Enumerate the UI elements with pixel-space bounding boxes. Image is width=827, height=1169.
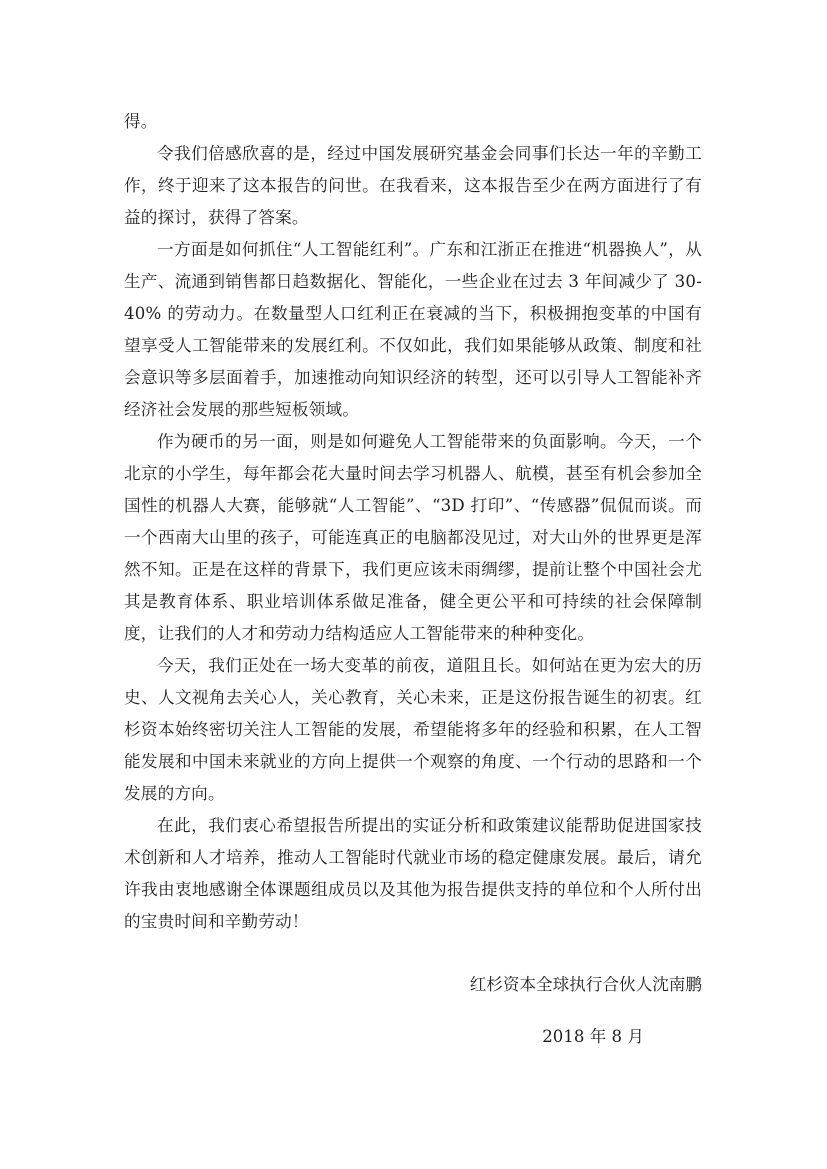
date-line: 2018 年 8 月	[542, 1027, 644, 1046]
signature-line: 红杉资本全球执行合伙人沈南鹏	[469, 975, 702, 994]
paragraph-negative-impact: 作为硬币的另一面，则是如何避免人工智能带来的负面影响。今天，一个北京的小学生，每年都会花大量时间去学习机器人、航模，甚至有机会参加全国性的机器人大赛，能够就“人工智能”、“3D 打印”、“传感器”侃侃而谈。而一个西南大山里的孩子，可能连真正的电脑都没见过，对大山外的世界更是浑然不知。正是在这样的背景下，我们更应该未雨绸缪，提前让整个中国社会尤其是教育体系、职业培训体系做足准备，健全更公平和可持续的社会保障制度，让我们的人才和劳动力结构适应人工智能带来的种种变化。	[124, 432, 702, 643]
body-text	[124, 106, 702, 938]
paragraph-acknowledgement: 在此，我们衷心希望报告所提出的实证分析和政策建议能帮助促进国家技术创新和人才培养，推动人工智能时代就业市场的稳定健康发展。最后，请允许我由衷地感谢全体课题组成员以及其他为报告提供支持的单位和个人所付出的宝贵时间和辛勤劳动！	[124, 816, 702, 931]
paragraph-report-intro: 令我们倍感欣喜的是，经过中国发展研究基金会同事们长达一年的辛勤工作，终于迎来了这本报告的问世。在我看来，这本报告至少在两方面进行了有益的探讨，获得了答案。	[124, 144, 702, 227]
paragraph-continuation: 得。	[124, 112, 158, 131]
paragraph-great-change: 今天，我们正处在一场大变革的前夜，道阻且长。如何站在更为宏大的历史、人文视角去关心人，关心教育，关心未来，正是这份报告诞生的初衷。红杉资本始终密切关注人工智能的发展，希望能将多年的经验和积累，在人工智能发展和中国未来就业的方向上提供一个观察的角度、一个行动的思路和一个发展的方向。	[124, 656, 702, 803]
paragraph-ai-dividend: 一方面是如何抓住“人工智能红利”。广东和江浙正在推进“机器换人”，从生产、流通到销售都日趋数据化、智能化，一些企业在过去 3 年间减少了 30-40% 的劳动力。在数量型人口红利正在衰减的当下，积极拥抱变革的中国有望享受人工智能带来的发展红利。不仅如此，我们如果能够从政策、制度和社会意识等多层面着手，加速推动向知识经济的转型，还可以引导人工智能补齐经济社会发展的那些短板领域。	[124, 240, 702, 419]
